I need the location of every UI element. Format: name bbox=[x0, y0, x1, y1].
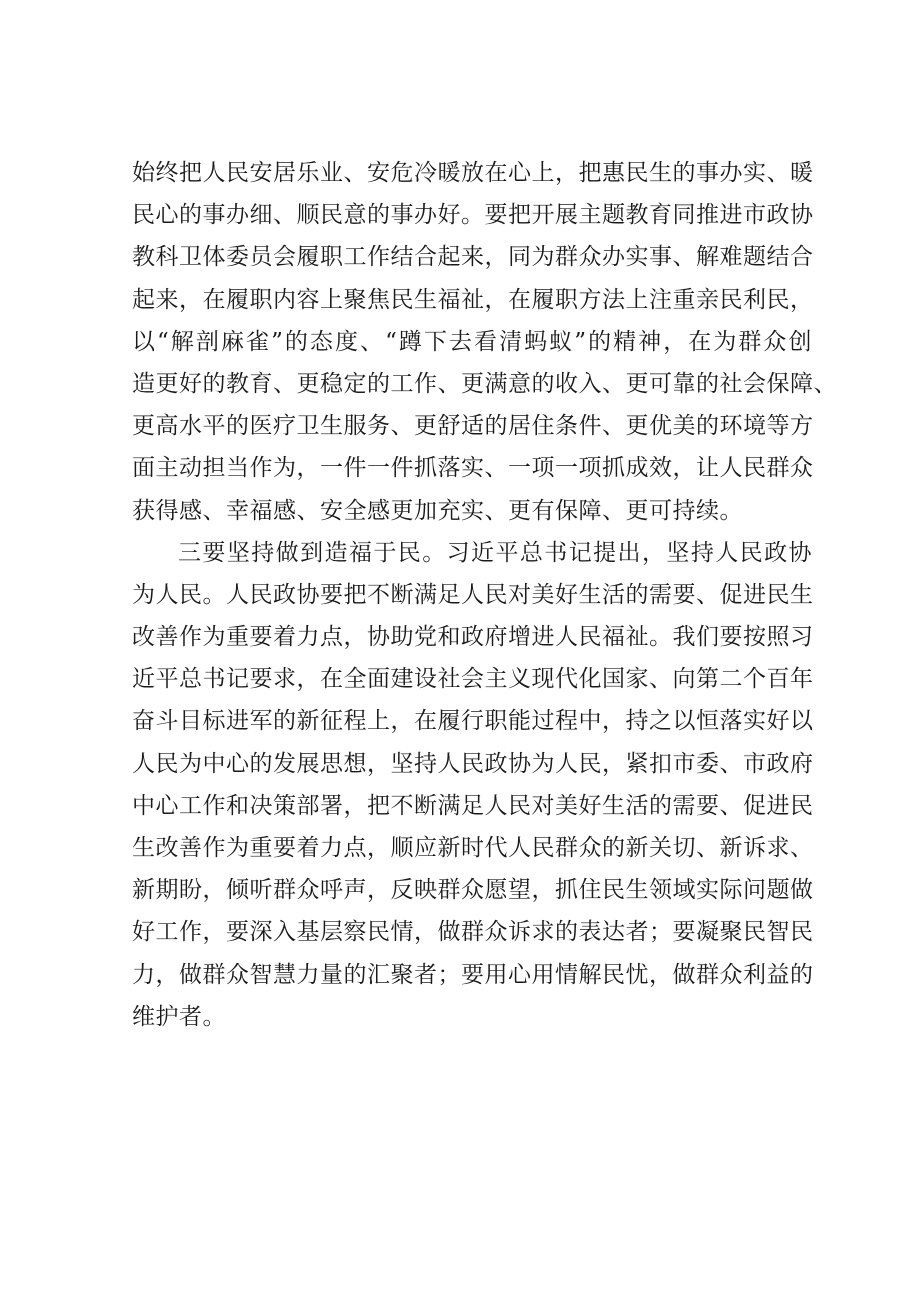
paragraph-line: 获得感、幸福感、安全感更加充实、更有保障、更可持续。 bbox=[132, 497, 743, 524]
paragraph-2 bbox=[132, 532, 812, 1038]
paragraph-line: 三要坚持做到造福于民。习近平总书记提出，坚持人民政协 bbox=[178, 539, 812, 566]
paragraph-line: 生改善作为重要着力点，顺应新时代人民群众的新关切、新诉求、 bbox=[132, 835, 814, 861]
paragraph-line: 维护者。 bbox=[132, 1003, 226, 1030]
paragraph-line: 中心工作和决策部署，把不断满足人民对美好生活的需要、促进民 bbox=[132, 792, 814, 819]
paragraph-line: 改善作为重要着力点，协助党和政府增进人民福祉。我们要按照习 bbox=[132, 624, 814, 651]
paragraph-1 bbox=[132, 152, 837, 532]
paragraph-line: 教科卫体委员会履职工作结合起来，同为群众办实事、解难题结合 bbox=[132, 244, 814, 271]
paragraph-line: 面主动担当作为，一件一件抓落实、一项一项抓成效，让人民群众 bbox=[132, 455, 814, 482]
paragraph-line: 好工作，要深入基层察民情，做群众诉求的表达者；要凝聚民智民 bbox=[132, 919, 814, 946]
paragraph-line: 力，做群众智慧力量的汇聚者；要用心用情解民忧，做群众利益的 bbox=[132, 961, 814, 988]
body-text bbox=[132, 152, 837, 1038]
paragraph-line: 更高水平的医疗卫生服务、更舒适的居住条件、更优美的环境等方 bbox=[132, 413, 814, 440]
paragraph-line: 起来，在履职内容上聚焦民生福祉，在履职方法上注重亲民利民， bbox=[132, 286, 814, 313]
paragraph-line: 近平总书记要求，在全面建设社会主义现代化国家、向第二个百年 bbox=[132, 666, 814, 693]
paragraph-line: 造更好的教育、更稳定的工作、更满意的收入、更可靠的社会保障、 bbox=[132, 370, 837, 397]
paragraph-line: 始终把人民安居乐业、安危冷暖放在心上，把惠民生的事办实、暖 bbox=[132, 160, 814, 186]
paragraph-line: 为人民。人民政协要把不断满足人民对美好生活的需要、促进民生 bbox=[132, 581, 814, 608]
paragraph-line: 人民为中心的发展思想，坚持人民政协为人民，紧扣市委、市政府 bbox=[132, 750, 814, 777]
paragraph-line: 奋斗目标进军的新征程上，在履行职能过程中，持之以恒落实好以 bbox=[132, 708, 814, 735]
paragraph-line: 民心的事办细、顺民意的事办好。要把开展主题教育同推进市政协 bbox=[132, 202, 814, 229]
paragraph-line: 以“解剖麻雀”的态度、“蹲下去看清蚂蚁”的精神，在为群众创 bbox=[132, 328, 812, 355]
paragraph-line: 新期盼，倾听群众呼声，反映群众愿望，抓住民生领域实际问题做 bbox=[132, 877, 814, 904]
